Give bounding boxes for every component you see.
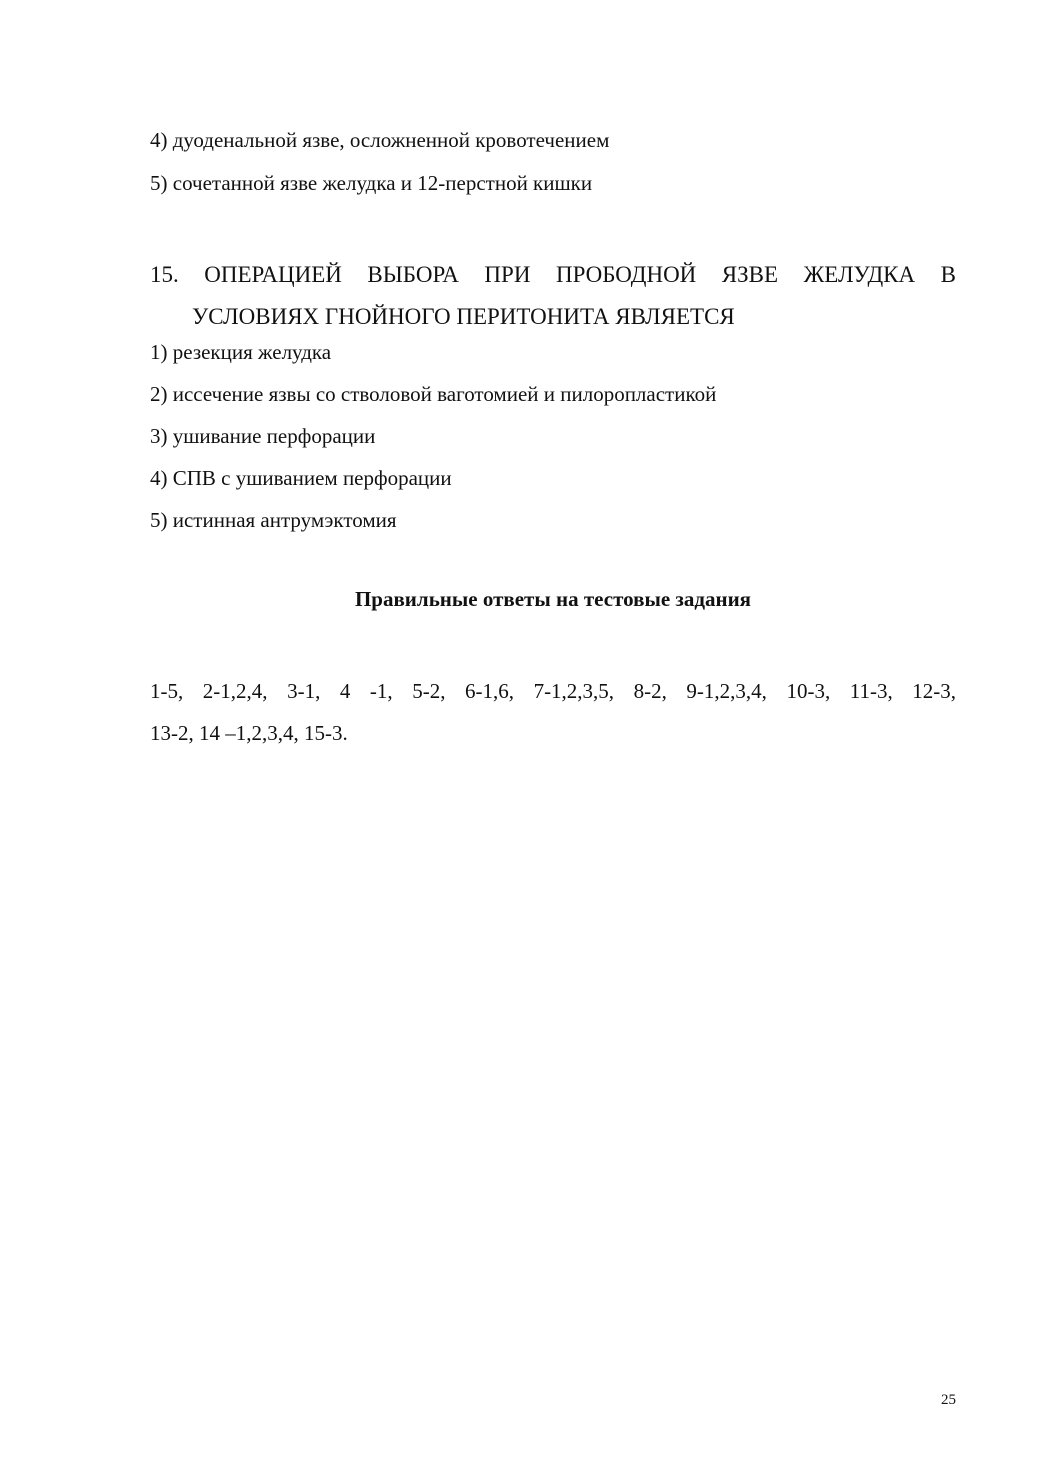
answers-line-1: 1-5, 2-1,2,4, 3-1, 4 -1, 5-2, 6-1,6, 7-1,2,3,5, 8-2, 9-1,2,3,4, 10-3, 11-3, 12-3, xyxy=(150,679,956,703)
answers-line-2: 13-2, 14 –1,2,3,4, 15-3. xyxy=(150,721,348,745)
prev-question-option-4: 4) дуоденальной язве, осложненной кровотечением xyxy=(150,128,610,152)
page-number: 25 xyxy=(941,1392,956,1408)
question-15-option-4: 4) СПВ с ушиванием перфорации xyxy=(150,466,452,490)
answers-heading: Правильные ответы на тестовые задания xyxy=(354,587,752,611)
question-15-option-3: 3) ушивание перфорации xyxy=(150,424,376,448)
question-15-text-line-2: УСЛОВИЯХ ГНОЙНОГО ПЕРИТОНИТА ЯВЛЯЕТСЯ xyxy=(192,304,735,329)
question-15-option-5: 5) истинная антрумэктомия xyxy=(150,508,397,532)
answers-block xyxy=(150,670,956,754)
question-15-text-line-1: 15. ОПЕРАЦИЕЙ ВЫБОРА ПРИ ПРОБОДНОЙ ЯЗВЕ ЖЕЛУДКА В xyxy=(150,262,956,287)
prev-question-option-5: 5) сочетанной язве желудка и 12-перстной кишки xyxy=(150,171,593,195)
question-15 xyxy=(150,254,956,338)
question-15-option-2: 2) иссечение язвы со стволовой ваготомией и пилоропластикой xyxy=(150,382,717,406)
question-15-option-1: 1) резекция желудка xyxy=(150,340,332,364)
